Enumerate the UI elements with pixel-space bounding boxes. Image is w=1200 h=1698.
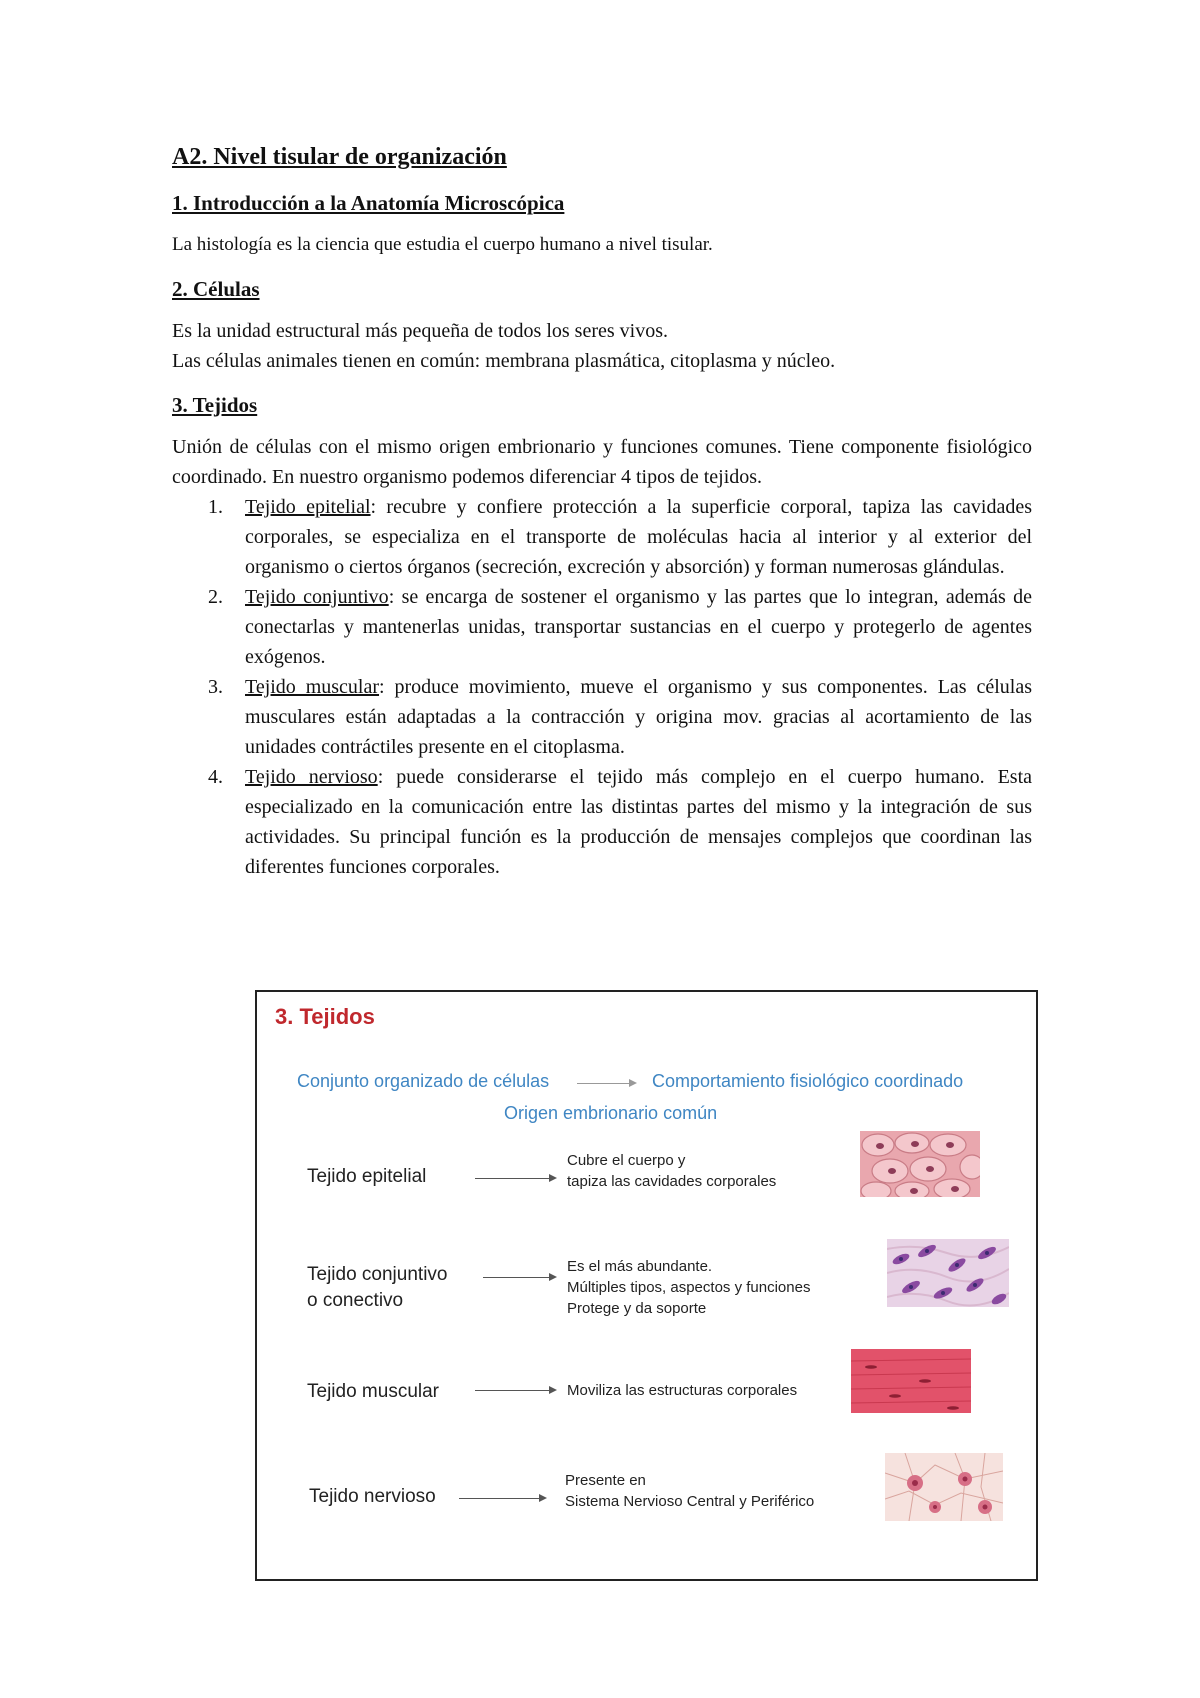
figure-tissue-name: Tejido epitelial [307,1166,427,1187]
list-item [172,672,1032,762]
figure-tissue-desc: Presente en Sistema Nervioso Central y Periférico [565,1472,815,1510]
section-2-heading: 2. Células [172,277,260,301]
document-title: A2. Nivel tisular de organización [172,144,507,170]
list-item-text: : se encarga de sostener el organismo y las partes que lo integran, además de conectarlas y mantenerlas unidas, transportar sustancias en el cuerpo y protegerlo de agentes exógenos. [245,586,1032,668]
figure-tissue-name: Tejido nervioso [309,1486,436,1507]
figure-head-right: Comportamiento fisiológico coordinado [652,1071,964,1091]
connective-tissue-image [887,1239,1009,1307]
figure-tissue-name: Tejido muscular [307,1381,439,1402]
list-item-term: Tejido epitelial [245,496,371,518]
figure-head-left: Conjunto organizado de células [297,1071,550,1091]
arrow-right-icon [459,1498,545,1499]
tissue-list [172,492,1032,882]
figure-tissue-name: Tejido conjuntivo o conectivo [307,1264,448,1311]
list-item [172,492,1032,582]
list-item-term: Tejido muscular [245,676,380,698]
section-3-intro: Unión de células con el mismo origen embrionario y funciones comunes. Tiene componente fisiológico coordinado. En nuestro organismo podemos diferenciar 4 tipos de tejidos. [172,436,1032,488]
list-item [172,582,1032,672]
list-item-text: : recubre y confiere protección a la superficie corporal, tapiza las cavidades corporales, se especializa en el transporte de moléculas hacia al interior y al exterior del organismo o ciertos órganos (secreción, excreción y absorción) y forman numerosas glándulas. [245,496,1032,578]
list-item-number: 4. [208,766,223,788]
list-item-term: Tejido conjuntivo [245,586,389,608]
figure-title: 3. Tejidos [275,1004,375,1029]
section-1-heading: 1. Introducción a la Anatomía Microscópica [172,191,565,215]
list-item-number: 3. [208,676,223,698]
section-2-line-2: Las células animales tienen en común: membrana plasmática, citoplasma y núcleo. [172,350,836,372]
list-item-number: 1. [208,496,223,518]
list-item [172,762,1032,882]
arrow-right-icon [483,1277,555,1278]
figure-head-sub: Origen embrionario común [504,1103,718,1123]
figure-tissue-desc: Cubre el cuerpo y tapiza las cavidades corporales [567,1152,777,1190]
list-item-text: : produce movimiento, mueve el organismo y sus componentes. Las células musculares están adaptadas a la contracción y origina mov. gracias al acortamiento de las unidades contráctiles presente en el citoplasma. [245,676,1032,758]
epithelial-tissue-image [860,1131,980,1197]
arrow-right-icon [475,1178,555,1179]
arrow-right-icon [577,1083,635,1084]
list-item-number: 2. [208,586,223,608]
list-item-term: Tejido nervioso [245,766,378,788]
list-item-text: : puede considerarse el tejido más complejo en el cuerpo humano. Esta especializado en la comunicación entre las distintas partes del mismo y la integración de sus actividades. Su principal función es la producción de mensajes complejos que coordinan las diferentes funciones corporales. [245,766,1033,878]
arrow-right-icon [475,1390,555,1391]
section-1-text: La histología es la ciencia que estudia el cuerpo humano a nivel tisular. [172,234,713,255]
muscle-tissue-image [851,1349,971,1413]
section-2-line-1: Es la unidad estructural más pequeña de todos los seres vivos. [172,320,668,342]
document-body [172,140,1032,882]
section-3-heading: 3. Tejidos [172,393,258,417]
nervous-tissue-image [885,1453,1003,1521]
figure-tissue-desc: Es el más abundante. Múltiples tipos, aspectos y funciones Protege y da soporte [567,1258,811,1317]
tissues-figure [255,990,1038,1581]
figure-tissue-desc: Moviliza las estructuras corporales [567,1382,798,1399]
